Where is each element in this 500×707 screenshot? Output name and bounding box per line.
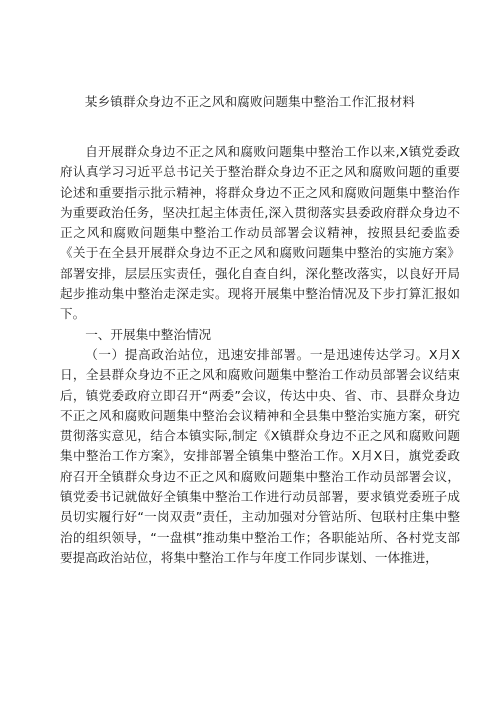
- section-heading: 一、开展集中整治情况: [85, 326, 212, 342]
- intro-paragraph: 自开展群众身边不正之风和腐败问题集中整治工作以来,X镇党委政府认真学习习近平总书记关于整治群众身边不正之风和腐败问题的重要论述和重要指示批示精神，将群众身边不正之风和腐败问题集中整治作为重要政治任务，坚决扛起主体责任,深入贯彻落实县委政府群众身边不正之风和腐败问题集中整治工作动员部署会议精神，按照县纪委监委《关于在全县开展群众身边不正之风和腐败问题集中整治的实施方案》部署安排，层层压实责任，强化自查自纠，深化整改落实，以良好开局起步推动集中整治走深走实。现将开展集中整治情况及下步打算汇报如下。: [60, 144, 460, 322]
- subsection-paragraph: （一）提高政治站位，迅速安排部署。一是迅速传达学习。X月X日，全县群众身边不正之风和腐败问题集中整治工作动员部署会议结束后，镇党委政府立即召开“两委”会议，传达中央、省、市、县群众身边不正之风和腐败问题集中整治会议精神和全县集中整治实施方案，研究贯彻落实意见，结合本镇实际,制定《X镇群众身边不正之风和腐败问题集中整治工作方案》，安排部署全镇集中整治工作。X月X日，旗党委政府召开全镇群众身边不正之风和腐败问题集中整治工作动员部署会议，镇党委书记就做好全镇集中整治工作进行动员部署，要求镇党委班子成员切实履行好“一岗双责”责任，主动加强对分管站所、包联村庄集中整治的组织领导，“一盘棋”推动集中整治工作；各职能站所、各村党支部要提高政治站位，将集中整治工作与年度工作同步谋划、一体推进，: [60, 346, 460, 565]
- document-title: 某乡镇群众身边不正之风和腐败问题集中整治工作汇报材料: [84, 94, 416, 109]
- document-body: [60, 142, 460, 568]
